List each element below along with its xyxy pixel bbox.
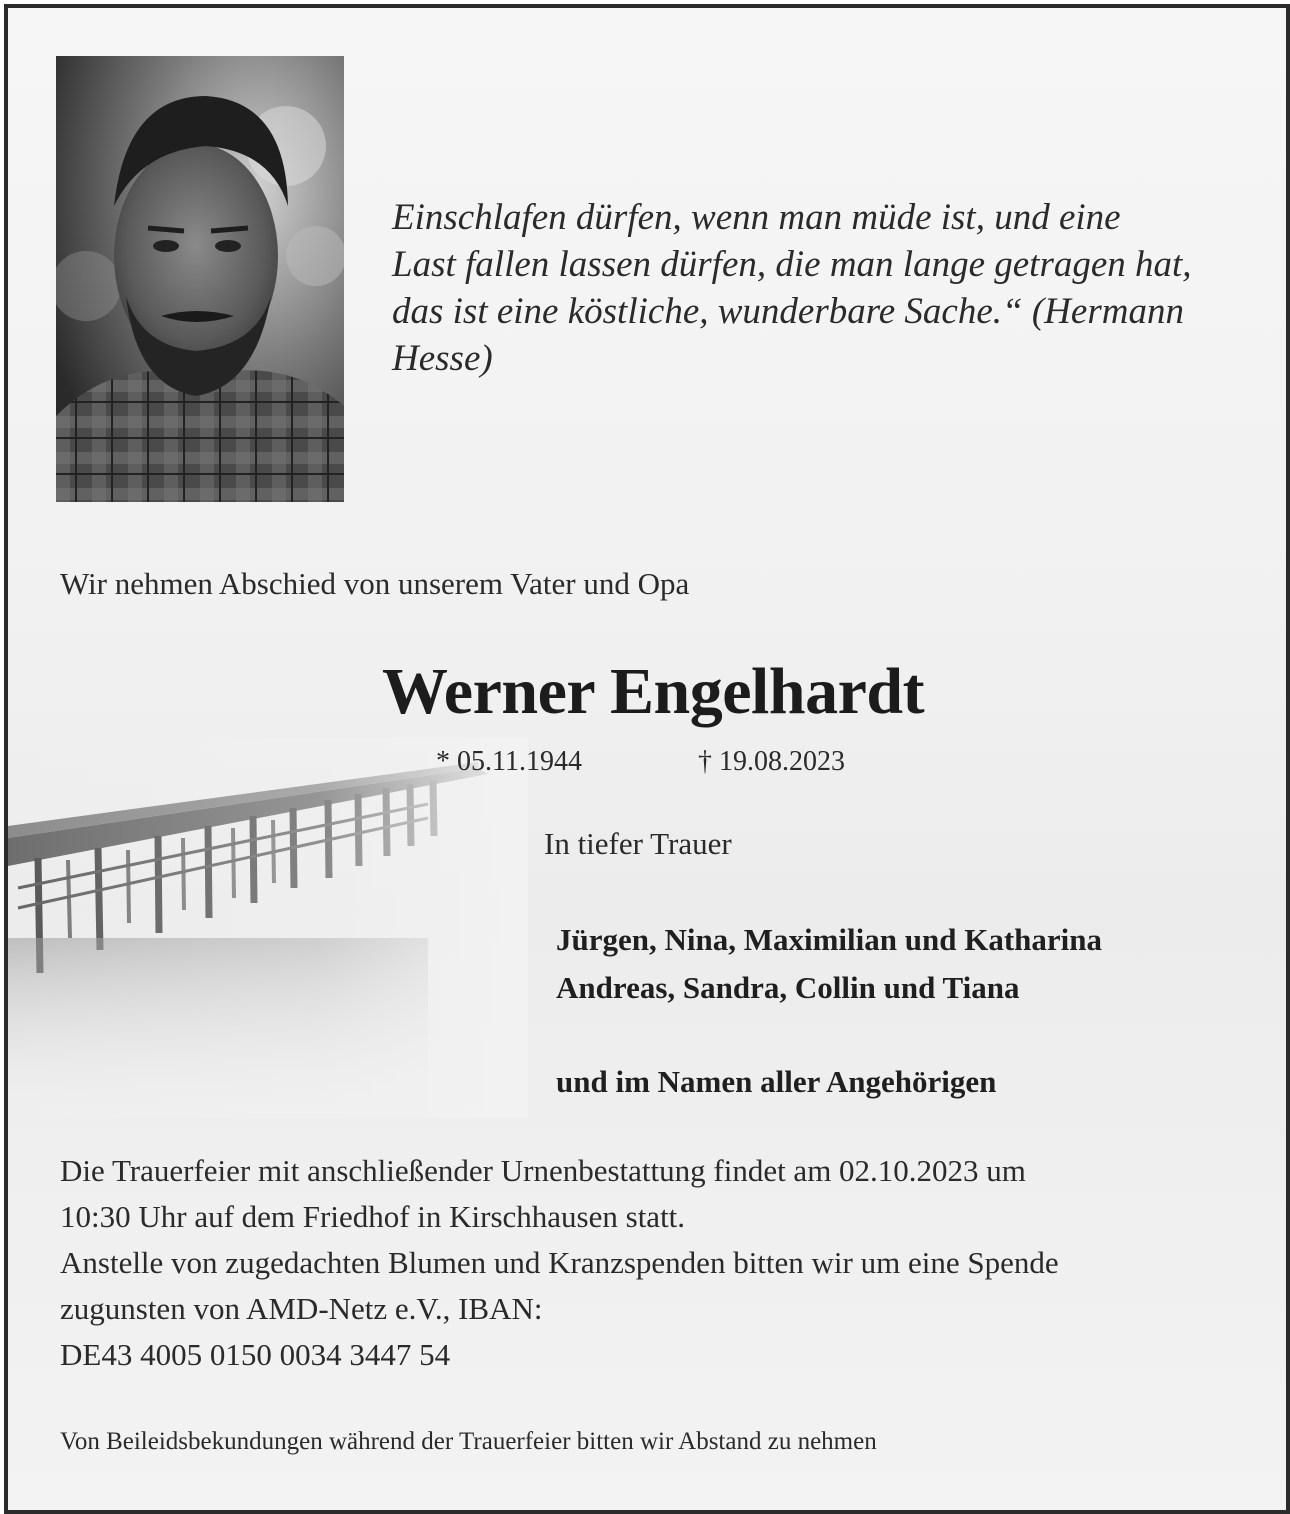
death-date: † 19.08.2023 — [698, 746, 845, 777]
quote-line: Einschlafen dürfen, wenn man müde ist, und eine — [392, 197, 1121, 238]
family-line: Andreas, Sandra, Collin und Tiana — [556, 970, 1020, 1005]
details-line: Die Trauerfeier mit anschließender Urnenbestattung findet am 02.10.2023 um — [60, 1153, 1026, 1188]
farewell-intro: Wir nehmen Abschied von unserem Vater und Opa — [60, 566, 690, 601]
condolence-note: Von Beileidsbekundungen während der Trauerfeier bitten wir Abstand zu nehmen — [60, 1428, 877, 1455]
deceased-name: Werner Engelhardt — [381, 655, 925, 728]
quote-line: Hesse) — [392, 338, 493, 379]
portrait-image — [56, 56, 344, 502]
relatives-line: und im Namen aller Angehörigen — [556, 1064, 997, 1099]
details-line: DE43 4005 0150 0034 3447 54 — [60, 1337, 451, 1372]
service-details — [60, 1148, 1240, 1378]
details-line: 10:30 Uhr auf dem Friedhof in Kirschhausen statt. — [60, 1199, 686, 1234]
quote-line: das ist eine köstliche, wunderbare Sache.“ (Hermann — [392, 291, 1184, 332]
hesse-quote — [392, 194, 1252, 382]
obituary-frame — [4, 4, 1290, 1514]
details-line: zugunsten von AMD-Netz e.V., IBAN: — [60, 1291, 543, 1326]
details-line: Anstelle von zugedachten Blumen und Kranzspenden bitten wir um eine Spende — [60, 1245, 1059, 1280]
family-line: Jürgen, Nina, Maximilian und Katharina — [556, 922, 1103, 957]
quote-line: Last fallen lassen dürfen, die man lange getragen hat, — [392, 244, 1192, 285]
portrait-photo — [56, 56, 344, 502]
family-signatures — [556, 916, 1102, 1012]
birth-date: * 05.11.1944 — [436, 746, 582, 777]
mourning-line: In tiefer Trauer — [544, 826, 732, 861]
misty-pier-illustration — [8, 738, 528, 1118]
